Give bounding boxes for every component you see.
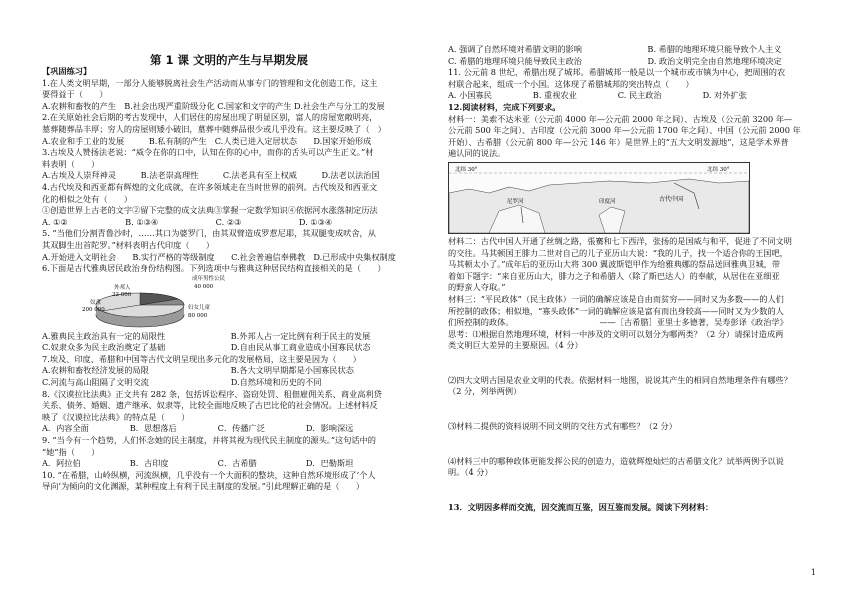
left2-line: 映了《汉谟拉比法典》的特点是（ ） <box>42 411 190 422</box>
left-questions-part2 <box>42 331 414 493</box>
left-line: A.农业和手工业的发展 B.私有制的产生 C.人类已进入定居状态 D.国家开始形成 <box>42 135 372 146</box>
right2-line: 的野蛮人夺取。” <box>448 282 506 293</box>
right2-line: 马其顿太小了。”成年后的亚历山大将 300 翼波斯铠甲作为给雅典娜的祭品送回雅典卫城，带 <box>448 259 781 270</box>
left2-line: A．阿拉伯 B．古印度 C．古希腊 D．巴勒斯坦 <box>42 458 354 469</box>
right-line: 遍认同的说法。 <box>448 148 506 159</box>
right-questions-part1 <box>448 44 818 160</box>
right-column <box>448 44 818 513</box>
right-line: C. 希腊的地理环境只能导致民主政治 D. 政治文明完全由自然地理环境决定 <box>448 55 782 66</box>
left-line: 墓葬随葬品丰厚；穷人的房屋则矮小破旧，墓葬中随葬品很少或几乎没有。这主要反映了（ ） <box>42 123 386 134</box>
pie-value-foreigners: 32 000 <box>112 291 132 298</box>
section-heading: 【巩固练习】 <box>42 66 92 76</box>
left2-line: C.奴隶众多为民主政治奠定了基础 D.自由民从事工商业造成小国寡民状态 <box>42 342 371 353</box>
left-line: A.农耕和畜牧的产生 B.社会出现严重阶级分化 C.国家和文字的产生 D.社会生产与分工的发展 <box>42 100 385 111</box>
left2-line: 7.埃及、印度、希腊和中国等古代文明呈现出多元化的发展格局，这主要是因为（ ） <box>42 353 361 364</box>
right2-line: 类文明巨大差异的主要原因。（4 分） <box>448 340 583 351</box>
right2-line: 着如下题字：“来自亚历山大，腓力之子和希腊人（除了斯巴达人）的奉献，从居住在亚细亚 <box>448 270 780 281</box>
pie-label-slaves: 奴隶 <box>90 299 102 306</box>
left-line: 化的相似之处有（ ） <box>42 193 133 204</box>
pie-label-foreigners: 外邦人 <box>114 284 131 291</box>
left2-line: 10. “在希腊，山岭纵横，河流纵横，几乎没有一个大面积的整块，这种自然环境形成了‘个人 <box>42 469 376 480</box>
question-13: 13．文明因多样而交流，因交流而互鉴，因互鉴而发展。阅读下列材料： <box>448 501 714 512</box>
left2-line: “她”指（ ） <box>42 446 100 457</box>
question-12-3: ⑶材料二提供的资料说明不同文明的交往方式有哪些？（2 分） <box>448 421 677 432</box>
right2-line: 材料三：“平民政体”（民主政体）一词的确解应该是自由而贫穷——同时又为多数——的人们 <box>448 293 784 304</box>
pie-value-citizens: 40 000 <box>194 283 214 290</box>
map-label-nile: 尼罗河 <box>507 198 524 205</box>
right-line: A. 小国寡民 B. 重视农业 C. 民主政治 D. 对外扩张 <box>448 90 747 101</box>
left-line: 料表明（ ） <box>42 158 100 169</box>
right-line: 11. 公元前 8 世纪，希腊出现了城邦。希腊城邦一般是以一个城市或市镇为中心，把周围的农 <box>448 67 786 78</box>
pie-label-women: 妇女儿童 <box>188 304 211 311</box>
left-line: 4.古代埃及和西亚都有辉煌的文化成就，在许多领域走在当时世界的前列。古代埃及和西亚文 <box>42 181 378 192</box>
left-line: A. ①② B. ①③④ C. ②③ D. ①③④ <box>42 216 333 227</box>
left-questions-part1 <box>42 78 414 275</box>
left2-line: 导向’为倾向的文化渊源，某种程度上有利于民主制度的发展。”引此理解正确的是（ ） <box>42 481 365 492</box>
left-line: 2.在关原始社会后期的考古发现中，人们居住的房屋出现了明显区别，富人的房屋宽敞明亮， <box>42 112 378 123</box>
pie-3d <box>96 293 184 327</box>
left-line: 6.下面是古代雅典居民政治身份结构图。下列选项中与雅典这种居民结构直接相关的是（ ） <box>42 263 386 274</box>
left-line: 1.在人类文明早期，一部分人能够脱离社会生产活动而从事专门的管理和文化创造工作，这主 <box>42 77 378 88</box>
left-line: 5. “当他们分割青鲁沙时，……其口为婆罗门，由其双臂造成罗惹尼耶，其双腿变成吠舍，从 <box>42 228 376 239</box>
left-line: ①创造世界上古老的文字②留下完整的成文法典③掌握一定数学知识④依据河水涨落制定历法 <box>42 205 378 216</box>
left2-line: A.雅典民主政治具有一定的局限性 B.外邦人占一定比例有利于民主的发展 <box>42 330 371 341</box>
question-12-2-score: （2 分，列举两例） <box>448 386 522 397</box>
page-number: 1 <box>810 568 816 577</box>
right2-line: 们所控制的政体。 ——［古希腊］亚里士多德著，吴寿彭译《政治学》 <box>448 317 788 328</box>
question-12-4: ⑷材料三中的哪种政体更能发挥公民的创造力，造就辉煌灿烂的古希腊文化？试举两例予以说 <box>448 455 784 466</box>
right2-line: 材料二：古代中国人开通了丝绸之路，張騫和七下西洋，张扬的是国威与和平，促进了不同文明 <box>448 235 792 246</box>
left2-line: A．内容全面 B．思想落后 C．传播广泛 D．影响深远 <box>42 423 354 434</box>
page-title: 第 1 课 文明的产生与早期发展 <box>150 53 309 67</box>
map-label-indus: 印度河 <box>599 198 616 205</box>
ancient-civilizations-map <box>448 162 750 234</box>
map-label-lat-east: 北纬 30° <box>707 166 730 173</box>
right-line: 公元前 500 年之间）、古印度（公元前 3000 年—公元前 1700 年之间）、中国（公元前 2000 年 <box>448 125 801 136</box>
pie-label-citizens: 成年男性公民 <box>192 275 226 282</box>
pie-chart-svg <box>42 275 414 331</box>
left2-line: 9. “当今有一个趋势，人们怀念她的民主制度，并将其视为现代民主制度的源头。”这句话中的 <box>42 435 376 446</box>
right-line: A. 强调了自然环境对希腊文明的影响 B. 希腊的地理环境只能导致个人主义 <box>448 44 782 54</box>
left2-line: A.农耕和畜牧经济发展的局限 B.各大文明早期都是小国寡民状态 <box>42 365 354 376</box>
left2-line: 8.《汉谟拉比法典》正文共有 282 条，包括诉讼程序、盗窃处罚、租佃雇佣关系、商业高利贷 <box>42 388 382 399</box>
left-line: 3.古埃及人赞扬法老说：“威令在你的口中，认知在你的心中，而你的舌头可以产生正义。”材 <box>42 147 374 158</box>
question-12-4-score: 明。（4 分） <box>448 467 493 478</box>
left-line: 其双脚生出首陀罗。”材料表明古代印度（ ） <box>42 239 215 250</box>
right-line: 12.阅读材料，完成下列要求。 <box>448 101 561 112</box>
pie-value-slaves: 200 000 <box>82 306 105 313</box>
left-column <box>42 52 414 493</box>
map-svg <box>449 163 749 233</box>
right2-line: 所控制的政体；相似地，“寡头政体”一词的确解应该是富有而出身较高——同时又为少数的人 <box>448 305 784 316</box>
left-line: 要得益于（ ） <box>42 89 108 100</box>
pie-value-women: 80 000 <box>188 312 208 319</box>
left2-line: 关系、债务、婚姻、遗产继承、奴隶等，比较全面地反映了古巴比伦的社会情况。上述材料反 <box>42 400 378 411</box>
left-line: A.开始进入文明社会 B.实行严格的等级制度 C.社会普遍信奉佛教 D.已形成中央集权制度 <box>42 251 396 262</box>
right2-line: 思考：⑴根据自然地理环境，材料一中涉及的文明可以划分为哪两类？（2 分）请探讨造成两 <box>448 328 784 339</box>
pie-chart <box>42 275 414 331</box>
map-label-china: 古代中国 <box>659 195 684 203</box>
map-label-lat-west: 北纬 30° <box>455 166 478 173</box>
left2-line: C.河流与高山阻隔了文明交流 D.自然环境和历史的不同 <box>42 377 322 388</box>
left-line: A.古埃及人崇拜神灵 B.法老崇高理性 C.法老具有至上权威 D.法老以法治国 <box>42 170 380 181</box>
right-line: 材料一：美索不达米亚（公元前 4000 年—公元前 2000 年之间）、古埃及（公元前 3200 年— <box>448 113 793 124</box>
right2-line: 的交往。马其顿国王腓力二世对自己的儿子亚历山大说：“我的儿子，找一个适合你的王国吧， <box>448 247 788 258</box>
right-line: 村联合起来，组成一个小国。这体现了希腊城邦的突出特点（ ） <box>448 78 694 89</box>
question-12-2: ⑵四大文明古国是农业文明的代表。依据材料一地图，说说其产生的相同自然地理条件有哪些？ <box>448 374 792 385</box>
right-line: 开始）、古希腊（公元前 800 年—公元 146 年）是世界上的“五大文明发源地”，这是学术界普 <box>448 136 789 147</box>
right-questions-part2 <box>448 236 818 352</box>
